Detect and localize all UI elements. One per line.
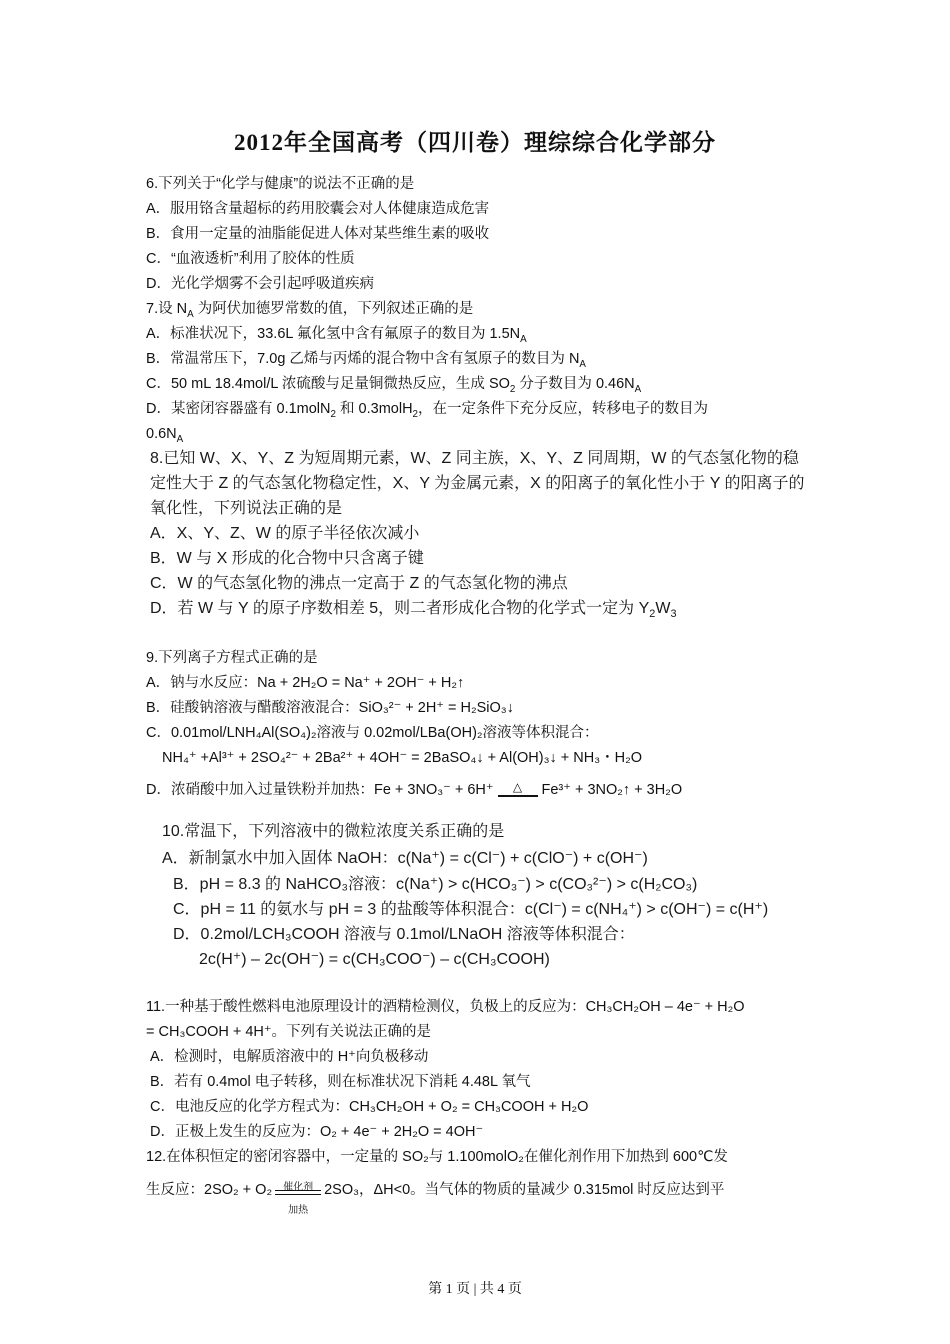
q9-option-b: B．硅酸钠溶液与醋酸溶液混合：SiO₃²⁻ + 2H⁺ = H₂SiO₃↓ <box>146 700 514 716</box>
q11-stem-line1: 11.一种基于酸性燃料电池原理设计的酒精检测仪，负极上的反应为：CH₃CH₂OH – 4e⁻ + H₂O <box>146 999 745 1015</box>
q11-option-d: D．正极上发生的反应为：O₂ + 4e⁻ + 2H₂O = 4OH⁻ <box>150 1124 484 1140</box>
q11-option-a: A．检测时，电解质溶液中的 H⁺向负极移动 <box>150 1049 429 1065</box>
q9-option-c-equation: NH₄⁺ +Al³⁺ + 2SO₄²⁻ + 2Ba²⁺ + 4OH⁻ = 2BaSO₄↓ + Al(OH)₃↓ + NH₃・H₂O <box>162 750 643 766</box>
q6-option-c: C．“血液透析”利用了胶体的性质 <box>146 251 355 267</box>
q8-stem-line1: 8.已知 W、X、Y、Z 为短周期元素，W、Z 同主族，X、Y、Z 同周期，W 的气态氢化物的稳 <box>150 450 799 467</box>
q9-option-c: C．0.01mol/LNH₄Al(SO₄)₂溶液与 0.02mol/LBa(OH)₂溶液等体积混合： <box>146 725 599 741</box>
q11-stem-line2: = CH₃COOH + 4H⁺。下列有关说法正确的是 <box>146 1024 432 1040</box>
q10-option-b: B．pH = 8.3 的 NaHCO₃溶液：c(Na⁺) > c(HCO₃⁻) > c(CO₃²⁻) > c(H₂CO₃) <box>173 876 698 893</box>
q11-option-b: B．若有 0.4mol 电子转移，则在标准状况下消耗 4.48L 氧气 <box>150 1074 531 1090</box>
q8-stem-line3: 氧化性，下列说法正确的是 <box>150 500 343 517</box>
q10-option-c: C．pH = 11 的氨水与 pH = 3 的盐酸等体积混合：c(Cl⁻) = c(NH₄⁺) > c(OH⁻) = c(H⁺) <box>173 901 769 918</box>
q7-option-d: D．某密闭容器盛有 0.1molN$_2$ 和 0.3molH$_2$，在一定条件下充分反应，转移电子的数目为 <box>146 401 709 420</box>
q6-option-d: D．光化学烟雾不会引起呼吸道疾病 <box>146 276 374 292</box>
q9-option-a: A．钠与水反应：Na + 2H₂O = Na⁺ + 2OH⁻ + H₂↑ <box>146 675 465 691</box>
q8-option-c: C．W 的气态氢化物的沸点一定高于 Z 的气态氢化物的沸点 <box>150 575 568 592</box>
q7-option-b: B．常温常压下，7.0g 乙烯与丙烯的混合物中含有氢原子的数目为 $N_A$ <box>146 351 586 370</box>
q6-option-b: B．食用一定量的油脂能促进人体对某些维生素的吸收 <box>146 226 490 242</box>
q12-stem-line1: 12.在体积恒定的密闭容器中，一定量的 SO₂与 1.100molO₂在催化剂作用下加热到 600℃发 <box>146 1149 728 1165</box>
q10-option-a: A．新制氯水中加入固体 NaOH：c(Na⁺) = c(Cl⁻) + c(ClO⁻) + c(OH⁻) <box>162 850 648 867</box>
heating-sign: △ <box>498 781 538 799</box>
q12-stem-line2: 生反应：2SO₂ + O₂ 催化剂 加热 2SO₃，ΔH<0。当气体的物质的量减少 0.315mol 时反应达到平 <box>146 1182 725 1217</box>
q6-stem: 6.下列关于“化学与健康”的说法不正确的是 <box>146 176 415 192</box>
q10-option-d: D．0.2mol/LCH₃COOH 溶液与 0.1mol/LNaOH 溶液等体积混合： <box>173 926 635 943</box>
q9-option-d: D．浓硝酸中加入过量铁粉并加热：Fe + 3NO₃⁻ + 6H⁺ △ Fe³⁺ + 3NO₂↑ + 3H₂O <box>146 780 683 798</box>
q8-option-a: A．X、Y、Z、W 的原子半径依次减小 <box>150 525 420 542</box>
q9-stem: 9.下列离子方程式正确的是 <box>146 650 318 666</box>
q11-option-c: C．电池反应的化学方程式为：CH₃CH₂OH + O₂ = CH₃COOH + H₂O <box>150 1099 589 1115</box>
q8-stem-line2: 定性大于 Z 的气态氢化物稳定性，X、Y 为金属元素，X 的阳离子的氧化性小于 Y 的阳离子的 <box>150 475 805 492</box>
q6-option-a: A．服用铬含量超标的药用胶囊会对人体健康造成危害 <box>146 201 490 217</box>
q8-option-b: B．W 与 X 形成的化合物中只含离子键 <box>150 550 424 567</box>
q7-option-d-cont: $0.6N_A$ <box>146 426 184 445</box>
q7-stem: 7.设 $N_A$ 为阿伏加德罗常数的值，下列叙述正确的是 <box>146 301 474 320</box>
q10-option-d-equation: 2c(H⁺) – 2c(OH⁻) = c(CH₃COO⁻) – c(CH₃COOH) <box>199 951 550 968</box>
reversible-arrow-condition: 催化剂 加热 <box>275 1180 321 1200</box>
q10-stem: 10.常温下，下列溶液中的微粒浓度关系正确的是 <box>162 823 505 840</box>
q7-option-c: C．50 mL 18.4mol/L 浓硫酸与足量铜微热反应，生成 $SO_2$ 分子数目为 $0.46N_A$ <box>146 376 642 395</box>
page-footer: 第 1 页 | 共 4 页 <box>428 1282 522 1297</box>
page-title: 2012年全国高考（四川卷）理综综合化学部分 <box>234 130 716 155</box>
q8-option-d: D．若 W 与 Y 的原子序数相差 5，则二者形成化合物的化学式一定为 $Y_2W_3$ <box>150 600 677 621</box>
q7-option-a: A．标准状况下，33.6L 氟化氢中含有氟原子的数目为 $1.5N_A$ <box>146 326 527 345</box>
